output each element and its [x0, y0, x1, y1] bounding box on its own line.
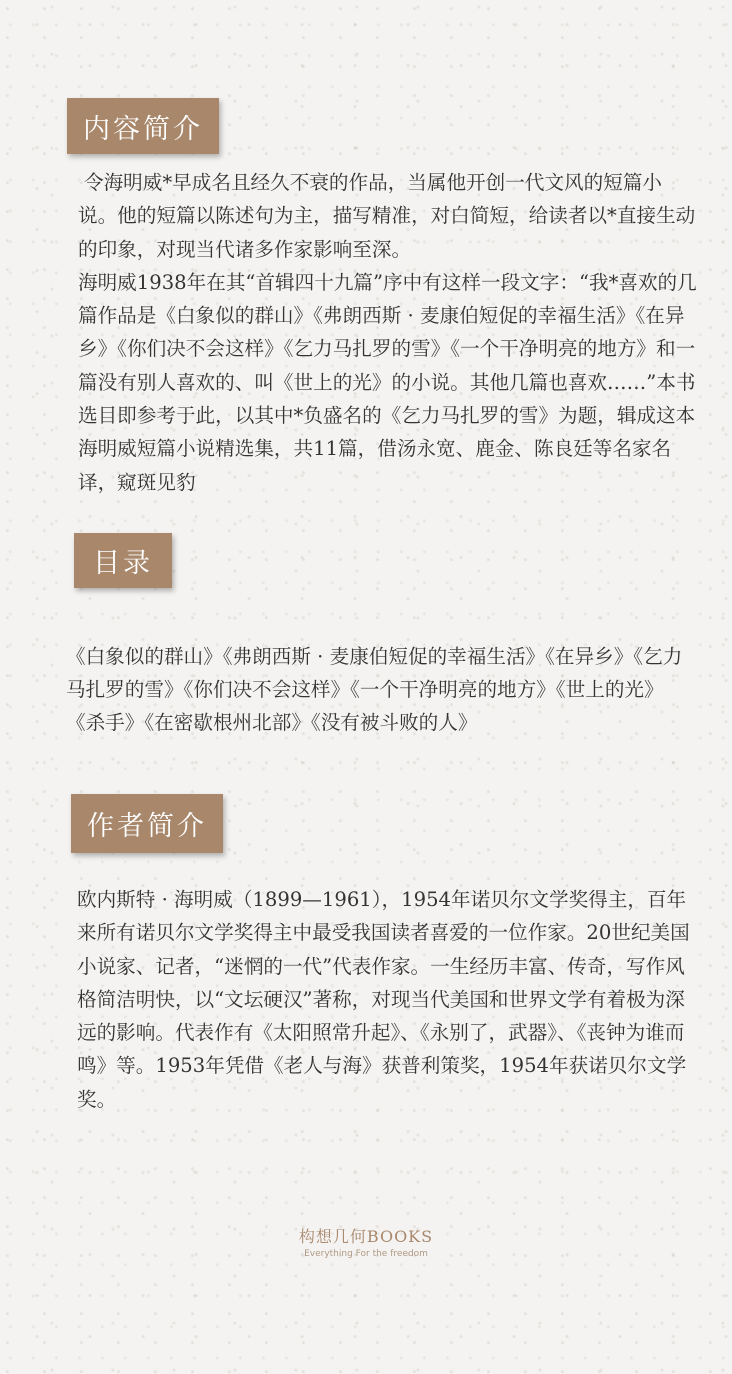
- toc-heading-label: 目录: [93, 548, 153, 579]
- intro-heading-label: 内容简介: [83, 113, 203, 145]
- toc-list: 《白象似的群山》《弗朗西斯 · 麦康伯短促的幸福生活》《在异乡》《乞力马扎罗的雪》《你们决不会这样》《一个干净明亮的地方》《世上的光》《杀手》《在密歇根州北部》《没有被斗败的人》: [66, 645, 683, 734]
- author-paragraph: 欧内斯特 · 海明威（1899—1961），1954年诺贝尔文学奖得主，百年来所有诺贝尔文学奖得主中最受我国读者喜爱的一位作家。20世纪美国小说家、记者，“迷惘的一代”代表作家。一生经历丰富、传奇，写作风格简洁明快，以“文坛硬汉”著称，对现当代美国和世界文学有着极为深远的影响。代表作有《太阳照常升起》、《永别了，武器》、《丧钟为谁而鸣》等。1953年凭借《老人与海》获普利策奖，1954年获诺贝尔文学奖。: [77, 888, 690, 1111]
- publisher-logo: 构想几何BOOKS: [298, 1227, 434, 1246]
- intro-paragraph: 令海明威*早成名且经久不衰的作品，当属他开创一代文风的短篇小说。他的短篇以陈述句为主，描写精准，对白简短，给读者以*直接生动的印象，对现当代诸多作家影响至深。: [78, 171, 696, 261]
- toc-heading: [74, 533, 172, 588]
- intro-heading: [67, 98, 219, 154]
- toc-section: [66, 640, 686, 739]
- author-heading: [71, 794, 223, 853]
- intro-section: [78, 166, 698, 499]
- publisher-tagline: Everything For the freedom: [304, 1249, 428, 1259]
- intro-paragraph: 海明威1938年在其“首辑四十九篇”序中有这样一段文字：“我*喜欢的几篇作品是《白象似的群山》《弗朗西斯 · 麦康伯短促的幸福生活》《在异乡》《你们决不会这样》《乞力马扎罗的雪》《一个干净明亮的地方》和一篇没有别人喜欢的、叫《世上的光》的小说。其他几篇也喜欢……”本书选目即参考于此，以其中*负盛名的《乞力马扎罗的雪》为题，辑成这本海明威短篇小说精选集，共11篇，借汤永宽、鹿金、陈良廷等名家名译，窥斑见豹: [78, 270, 697, 494]
- author-heading-label: 作者简介: [87, 811, 207, 842]
- author-section: [77, 883, 699, 1116]
